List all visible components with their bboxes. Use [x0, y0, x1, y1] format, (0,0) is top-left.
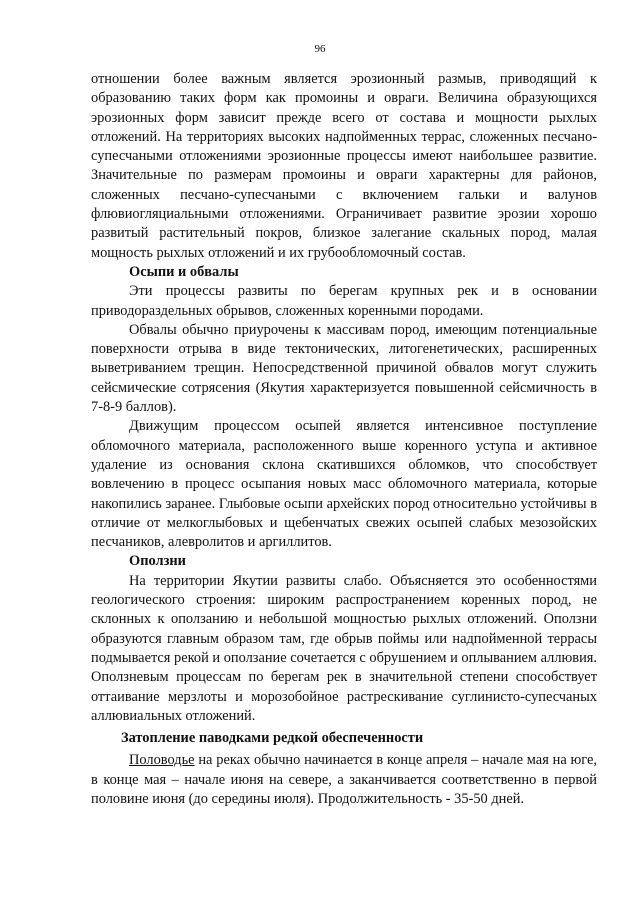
paragraph-erosion: отношении более важным является эрозионный размыв, приводящий к образованию таких форм как промоины и овраги. Величина образующихся эрозионных форм зависит прежде всего от состава и мощности рыхлых отложений. На территориях высоких надпойменных террас, сложенных песчано-супесчаными отложениями эрозионные процессы имеют наибольшее развитие. Значительные по размерам промоины и овраги характерны для районов, сложенных песчано-супесчаными с включением гальки и валунов флювиогляциальными отложениями. Ограничивает развитие эрозии хорошо развитый растительный покров, близкое залегание скальных пород, малая мощность рыхлых отложений и их грубообломочный состав. [91, 71, 597, 261]
paragraph-screes-intro: Эти процессы развиты по берегам крупных рек и в основании приводораздельных обрывов, сложенных коренными породами. [91, 283, 597, 319]
page-body [91, 70, 597, 809]
page-number: 96 [314, 43, 326, 55]
paragraph-flood [91, 751, 597, 809]
heading-landslides: Оползни [129, 553, 186, 570]
paragraph-landslides: На территории Якутии развиты слабо. Объясняется это особенностями геологического строения: широким распространением коренных пород, не склонных к оползанию и небольшой мощностью рыхлых отложений. Оползни образуются главным образом там, где обрыв поймы или надпойменной террасы подмывается рекой и оползание сочетается с обрушением и оплыванием аллювия. Оползневым процессам по берегам рек в значительной степени способствует оттаивание мерзлоты и морозобойное растрескивание суглинисто-супесчаных аллювиальных отложений. [91, 572, 597, 724]
heading-screes-rockfalls: Осыпи и обвалы [129, 263, 239, 280]
paragraph-rockfalls: Обвалы обычно приурочены к массивам пород, имеющим потенциальные поверхности отрыва в виде тектонических, литогенетических, расширенных выветриванием трещин. Непосредственной причиной обвалов могут служить сейсмические сотрясения (Якутия характеризуется повышенной сейсмичность в 7-8-9 баллов). [91, 321, 597, 416]
term-flood: Половодье [129, 752, 195, 769]
paragraph-flood-text: на реках обычно начинается в конце апреля – начале мая на юге, в конце мая – начале июня на севере, а заканчивается соответственно в первой половине июня (до середины июля). Продолжительность - 35-50 дней. [91, 752, 597, 807]
heading-flooding: Затопление паводками редкой обеспеченности [121, 730, 424, 747]
paragraph-screes-process: Движущим процессом осыпей является интенсивное поступление обломочного материала, расположенного выше коренного уступа и активное удаление из основания склона скатившихся обломков, что способствует вовлечению в процесс осыпания новых масс обломочного материала, которые накопились заранее. Глыбовые осыпи архейских пород относительно устойчивы в отличие от мелкоглыбовых и щебенчатых свежих осыпей слабых мезозойских песчаников, алевролитов и аргиллитов. [91, 418, 597, 551]
